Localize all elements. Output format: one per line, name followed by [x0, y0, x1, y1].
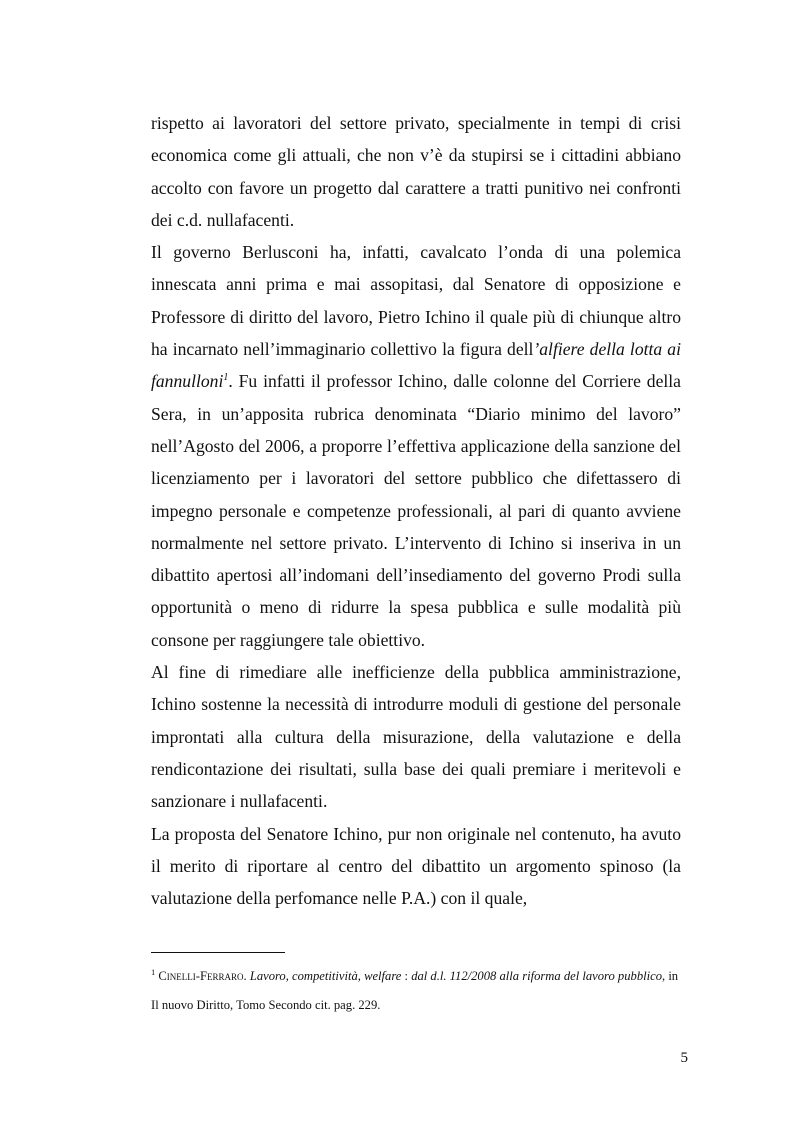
- paragraph-2-text-a: Il governo Berlusconi ha, infatti, cavalcato l’onda di una polemica innescata anni prima e mai assopitasi, dal Senatore di opposizione e Professore di diritto del lavoro, Pietro Ichino il quale più di chiunque altro ha incarnato nell’immaginario collettivo la figura dell: [151, 242, 681, 360]
- footnote-number: 1: [151, 966, 156, 977]
- footnote-subtitle: dal d.l. 112/2008 alla riforma del lavoro pubblico: [411, 969, 663, 983]
- footnote-author: Cinelli-Ferraro.: [158, 969, 247, 983]
- footnote-reference[interactable]: 1: [223, 372, 229, 384]
- paragraph-2: [151, 236, 681, 656]
- body-text: [151, 107, 681, 914]
- paragraph-4: La proposta del Senatore Ichino, pur non originale nel contenuto, ha avuto il merito di riportare al centro del dibattito un argomento spinoso (la valutazione della perfomance nelle P.A.) con il quale,: [151, 823, 681, 909]
- footnote-title: Lavoro, competitività, welfare: [249, 969, 402, 983]
- page-number: 5: [680, 1050, 688, 1066]
- paragraph-3: Al fine di rimediare alle inefficienze della pubblica amministrazione, Ichino sostenne la necessità di introdurre moduli di gestione del personale improntati alla cultura della misurazione, della valutazione e della rendicontazione dei risultati, sulla base dei quali premiare i meritevoli e sanzionare i nullafacenti.: [151, 662, 681, 812]
- paragraph-2-italic: ’alfiere della lotta ai fannulloni: [151, 339, 681, 392]
- footnote-rest: , in Il nuovo Diritto, Tomo Secondo cit. pag. 229.: [151, 969, 679, 1012]
- paragraph-1: rispetto ai lavoratori del settore privato, specialmente in tempi di crisi economica come gli attuali, che non v’è da stupirsi se i cittadini abbiano accolto con favore un progetto dal carattere a tratti punitivo nei confronti dei c.d. nullafacenti.: [151, 113, 681, 230]
- footnote-colon: :: [401, 969, 412, 983]
- footnote: [151, 962, 681, 1020]
- paragraph-2-text-b: . Fu infatti il professor Ichino, dalle colonne del Corriere della Sera, in un’apposita rubrica denominata “Diario minimo del lavoro” nell’Agosto del 2006, a proporre l’effettiva applicazione della sanzione del licenziamento per i lavoratori del settore pubblico che difettassero di impegno personale e competenze professionali, al pari di quanto avviene normalmente nel settore privato. L’intervento di Ichino si inseriva in un dibattito apertosi all’indomani dell’insediamento del governo Prodi sulla opportunità o meno di ridurre la spesa pubblica e sulle modalità più consone per raggiungere tale obiettivo.: [151, 371, 681, 650]
- footnote-divider: [151, 952, 285, 953]
